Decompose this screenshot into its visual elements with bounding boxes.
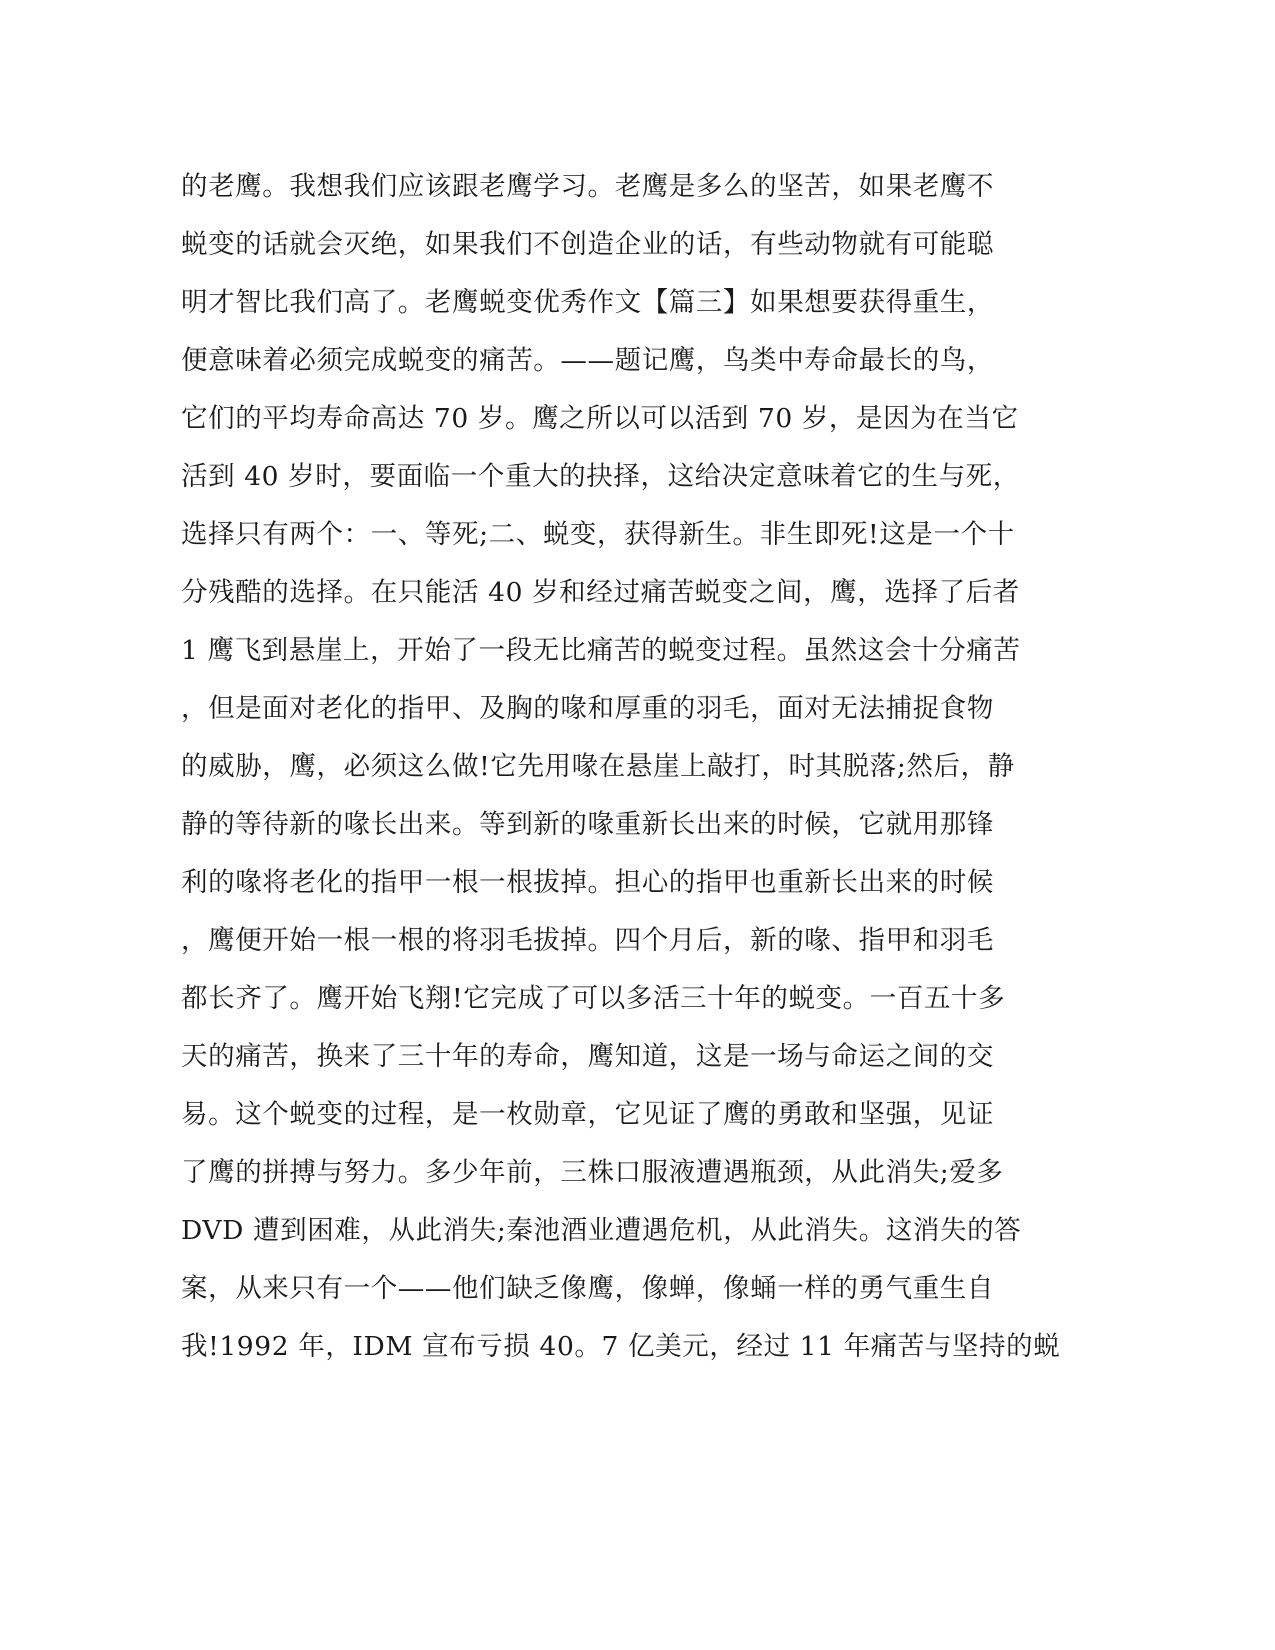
text-line: 利的喙将老化的指甲一根一根拔掉。担心的指甲也重新长出来的时候: [181, 867, 994, 898]
text-line: 易。这个蜕变的过程，是一枚勋章，它见证了鹰的勇敢和坚强，见证: [181, 1099, 994, 1130]
text-line: 分残酷的选择。在只能活 40 岁和经过痛苦蜕变之间，鹰，选择了后者: [181, 577, 1020, 608]
text-line: ，但是面对老化的指甲、及胸的喙和厚重的羽毛，面对无法捕捉食物: [181, 693, 994, 724]
text-line: 明才智比我们高了。老鹰蜕变优秀作文【篇三】如果想要获得重生，: [181, 287, 994, 318]
text-line: ，鹰便开始一根一根的将羽毛拔掉。四个月后，新的喙、指甲和羽毛: [181, 925, 994, 956]
text-line: 活到 40 岁时，要面临一个重大的抉择，这给决定意味着它的生与死，: [181, 461, 1020, 492]
text-line: 蜕变的话就会灭绝，如果我们不创造企业的话，有些动物就有可能聪: [181, 229, 994, 260]
text-line: 都长齐了。鹰开始飞翔!它完成了可以多活三十年的蜕变。一百五十多: [181, 983, 1006, 1014]
text-line: DVD 遭到困难，从此消失;秦池酒业遭遇危机，从此消失。这消失的答: [181, 1215, 1022, 1246]
text-line: 便意味着必须完成蜕变的痛苦。——题记鹰，鸟类中寿命最长的鸟，: [181, 345, 994, 376]
text-line: 我!1992 年，IDM 宣布亏损 40。7 亿美元，经过 11 年痛苦与坚持的蜕: [181, 1331, 1061, 1362]
text-line: 选择只有两个：一、等死;二、蜕变，获得新生。非生即死!这是一个十: [181, 519, 1015, 550]
text-line: 了鹰的拼搏与努力。多少年前，三株口服液遭遇瓶颈，从此消失;爱多: [181, 1157, 1004, 1188]
body-text: [181, 158, 1061, 1376]
text-line: 1 鹰飞到悬崖上，开始了一段无比痛苦的蜕变过程。虽然这会十分痛苦: [181, 635, 1021, 666]
text-line: 的威胁，鹰，必须这么做!它先用喙在悬崖上敲打，时其脱落;然后，静: [181, 751, 1015, 782]
text-line: 静的等待新的喙长出来。等到新的喙重新长出来的时候，它就用那锋: [181, 809, 994, 840]
text-line: 案，从来只有一个——他们缺乏像鹰，像蝉，像蛹一样的勇气重生自: [181, 1273, 994, 1304]
text-line: 的老鹰。我想我们应该跟老鹰学习。老鹰是多么的坚苦，如果老鹰不: [181, 171, 994, 202]
text-line: 它们的平均寿命高达 70 岁。鹰之所以可以活到 70 岁，是因为在当它: [181, 403, 1019, 434]
text-line: 天的痛苦，换来了三十年的寿命，鹰知道，这是一场与命运之间的交: [181, 1041, 994, 1072]
